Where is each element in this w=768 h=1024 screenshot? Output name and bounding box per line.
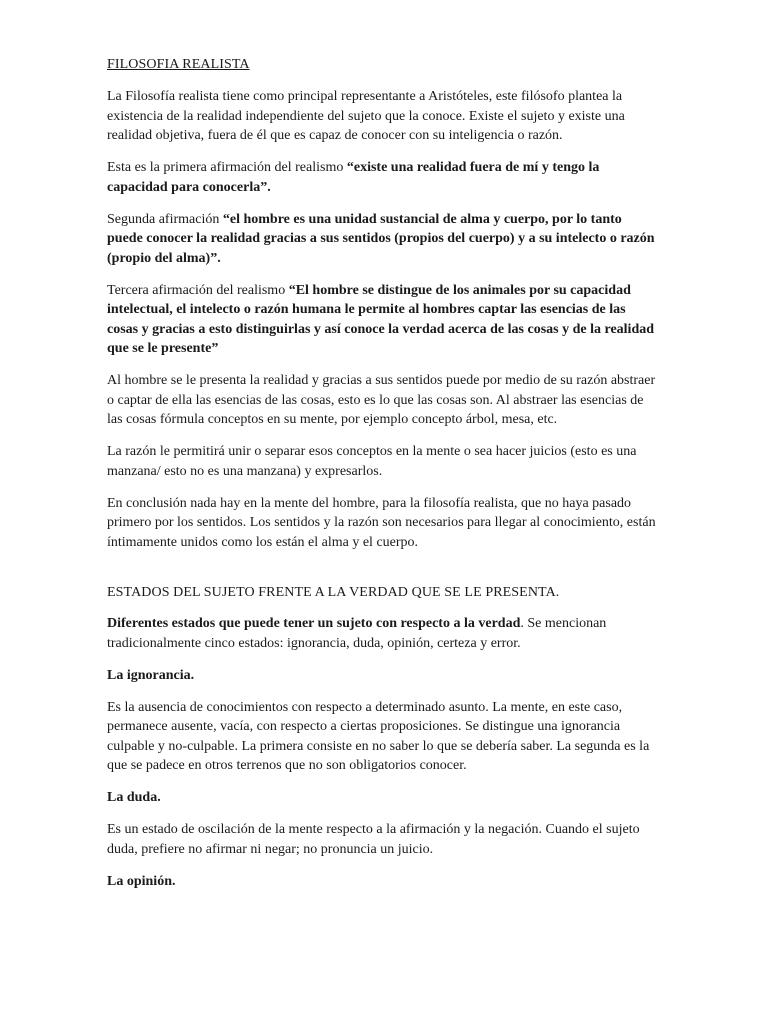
intro-paragraph: La Filosofía realista tiene como principal representante a Aristóteles, este filósofo plantea la existencia de la realidad independiente del sujeto que la conoce. Existe el sujeto y existe una realidad objetiva, fuera de él que es capaz de conocer con su inteligencia o razón. xyxy=(107,89,625,143)
second-affirmation-paragraph xyxy=(107,210,659,269)
states-paragraph xyxy=(107,614,659,653)
judgment-paragraph: La razón le permitirá unir o separar esos conceptos en la mente o sea hacer juicios (esto es una manzana/ esto no es una manzana) y expresarlos. xyxy=(107,444,637,479)
heading-ignorance: La ignorancia. xyxy=(107,667,195,683)
states-rest: . Se mencionan tradicionalmente cinco estados: ignorancia, duda, opinión, certeza y error. xyxy=(107,616,607,651)
third-affirmation-lead: Tercera afirmación del realismo xyxy=(107,282,289,298)
heading-doubt: La duda. xyxy=(107,790,161,805)
section-title: ESTADOS DEL SUJETO FRENTE A LA VERDAD QUE SE LE PRESENTA. xyxy=(107,585,560,600)
first-affirmation-quote: “existe una realidad fuera de mí y tengo la capacidad para conocerla”. xyxy=(107,160,600,195)
document-title: FILOSOFIA REALISTA xyxy=(107,57,250,72)
ignorance-paragraph: Es la ausencia de conocimientos con respecto a determinado asunto. La mente, en este caso, permanece ausente, vacía, con respecto a ciertas proposiciones. Se distingue una ignorancia culpable y no-culpable. La primera consiste en no saber lo que se debería saber. La segunda es la que se padece en otros terrenos que no son obligatorios conocer. xyxy=(107,699,650,773)
first-affirmation-lead: Esta es la primera afirmación del realismo xyxy=(107,160,347,175)
conclusion-paragraph: En conclusión nada hay en la mente del hombre, para la filosofía realista, que no haya pasado primero por los sentidos. Los sentidos y la razón son necesarios para llegar al conocimiento, están íntimamente unidos como los están el alma y el cuerpo. xyxy=(107,495,656,550)
third-affirmation-paragraph xyxy=(107,281,659,359)
second-affirmation-lead: Segunda afirmación xyxy=(107,211,223,227)
first-affirmation-paragraph xyxy=(107,158,659,197)
states-bold: Diferentes estados que puede tener un sujeto con respecto a la verdad xyxy=(107,616,521,631)
abstraction-paragraph: Al hombre se le presenta la realidad y gracias a sus sentidos puede por medio de su razón abstraer o captar de ella las esencias de las cosas, esto es lo que las cosas son. Al abstraer las esencias de las cosas fórmula conceptos en su mente, por ejemplo concepto árbol, mesa, etc. xyxy=(107,373,656,427)
document-page xyxy=(107,56,659,904)
heading-opinion: La opinión. xyxy=(107,873,176,889)
doubt-paragraph: Es un estado de oscilación de la mente respecto a la afirmación y la negación. Cuando el sujeto duda, prefiere no afirmar ni negar; no pronuncia un juicio. xyxy=(107,822,640,857)
second-affirmation-quote: “el hombre es una unidad sustancial de alma y cuerpo, por lo tanto puede conocer la realidad gracias a sus sentidos (propios del cuerpo) y a su intelecto o razón (propio del alma)”. xyxy=(107,211,655,266)
third-affirmation-quote: “El hombre se distingue de los animales por su capacidad intelectual, el intelecto o razón humana le permite al hombres captar las esencias de las cosas y gracias a esto distinguirlas y así conoce la verdad acerca de las cosas y de la realidad que se le presente” xyxy=(107,282,655,356)
